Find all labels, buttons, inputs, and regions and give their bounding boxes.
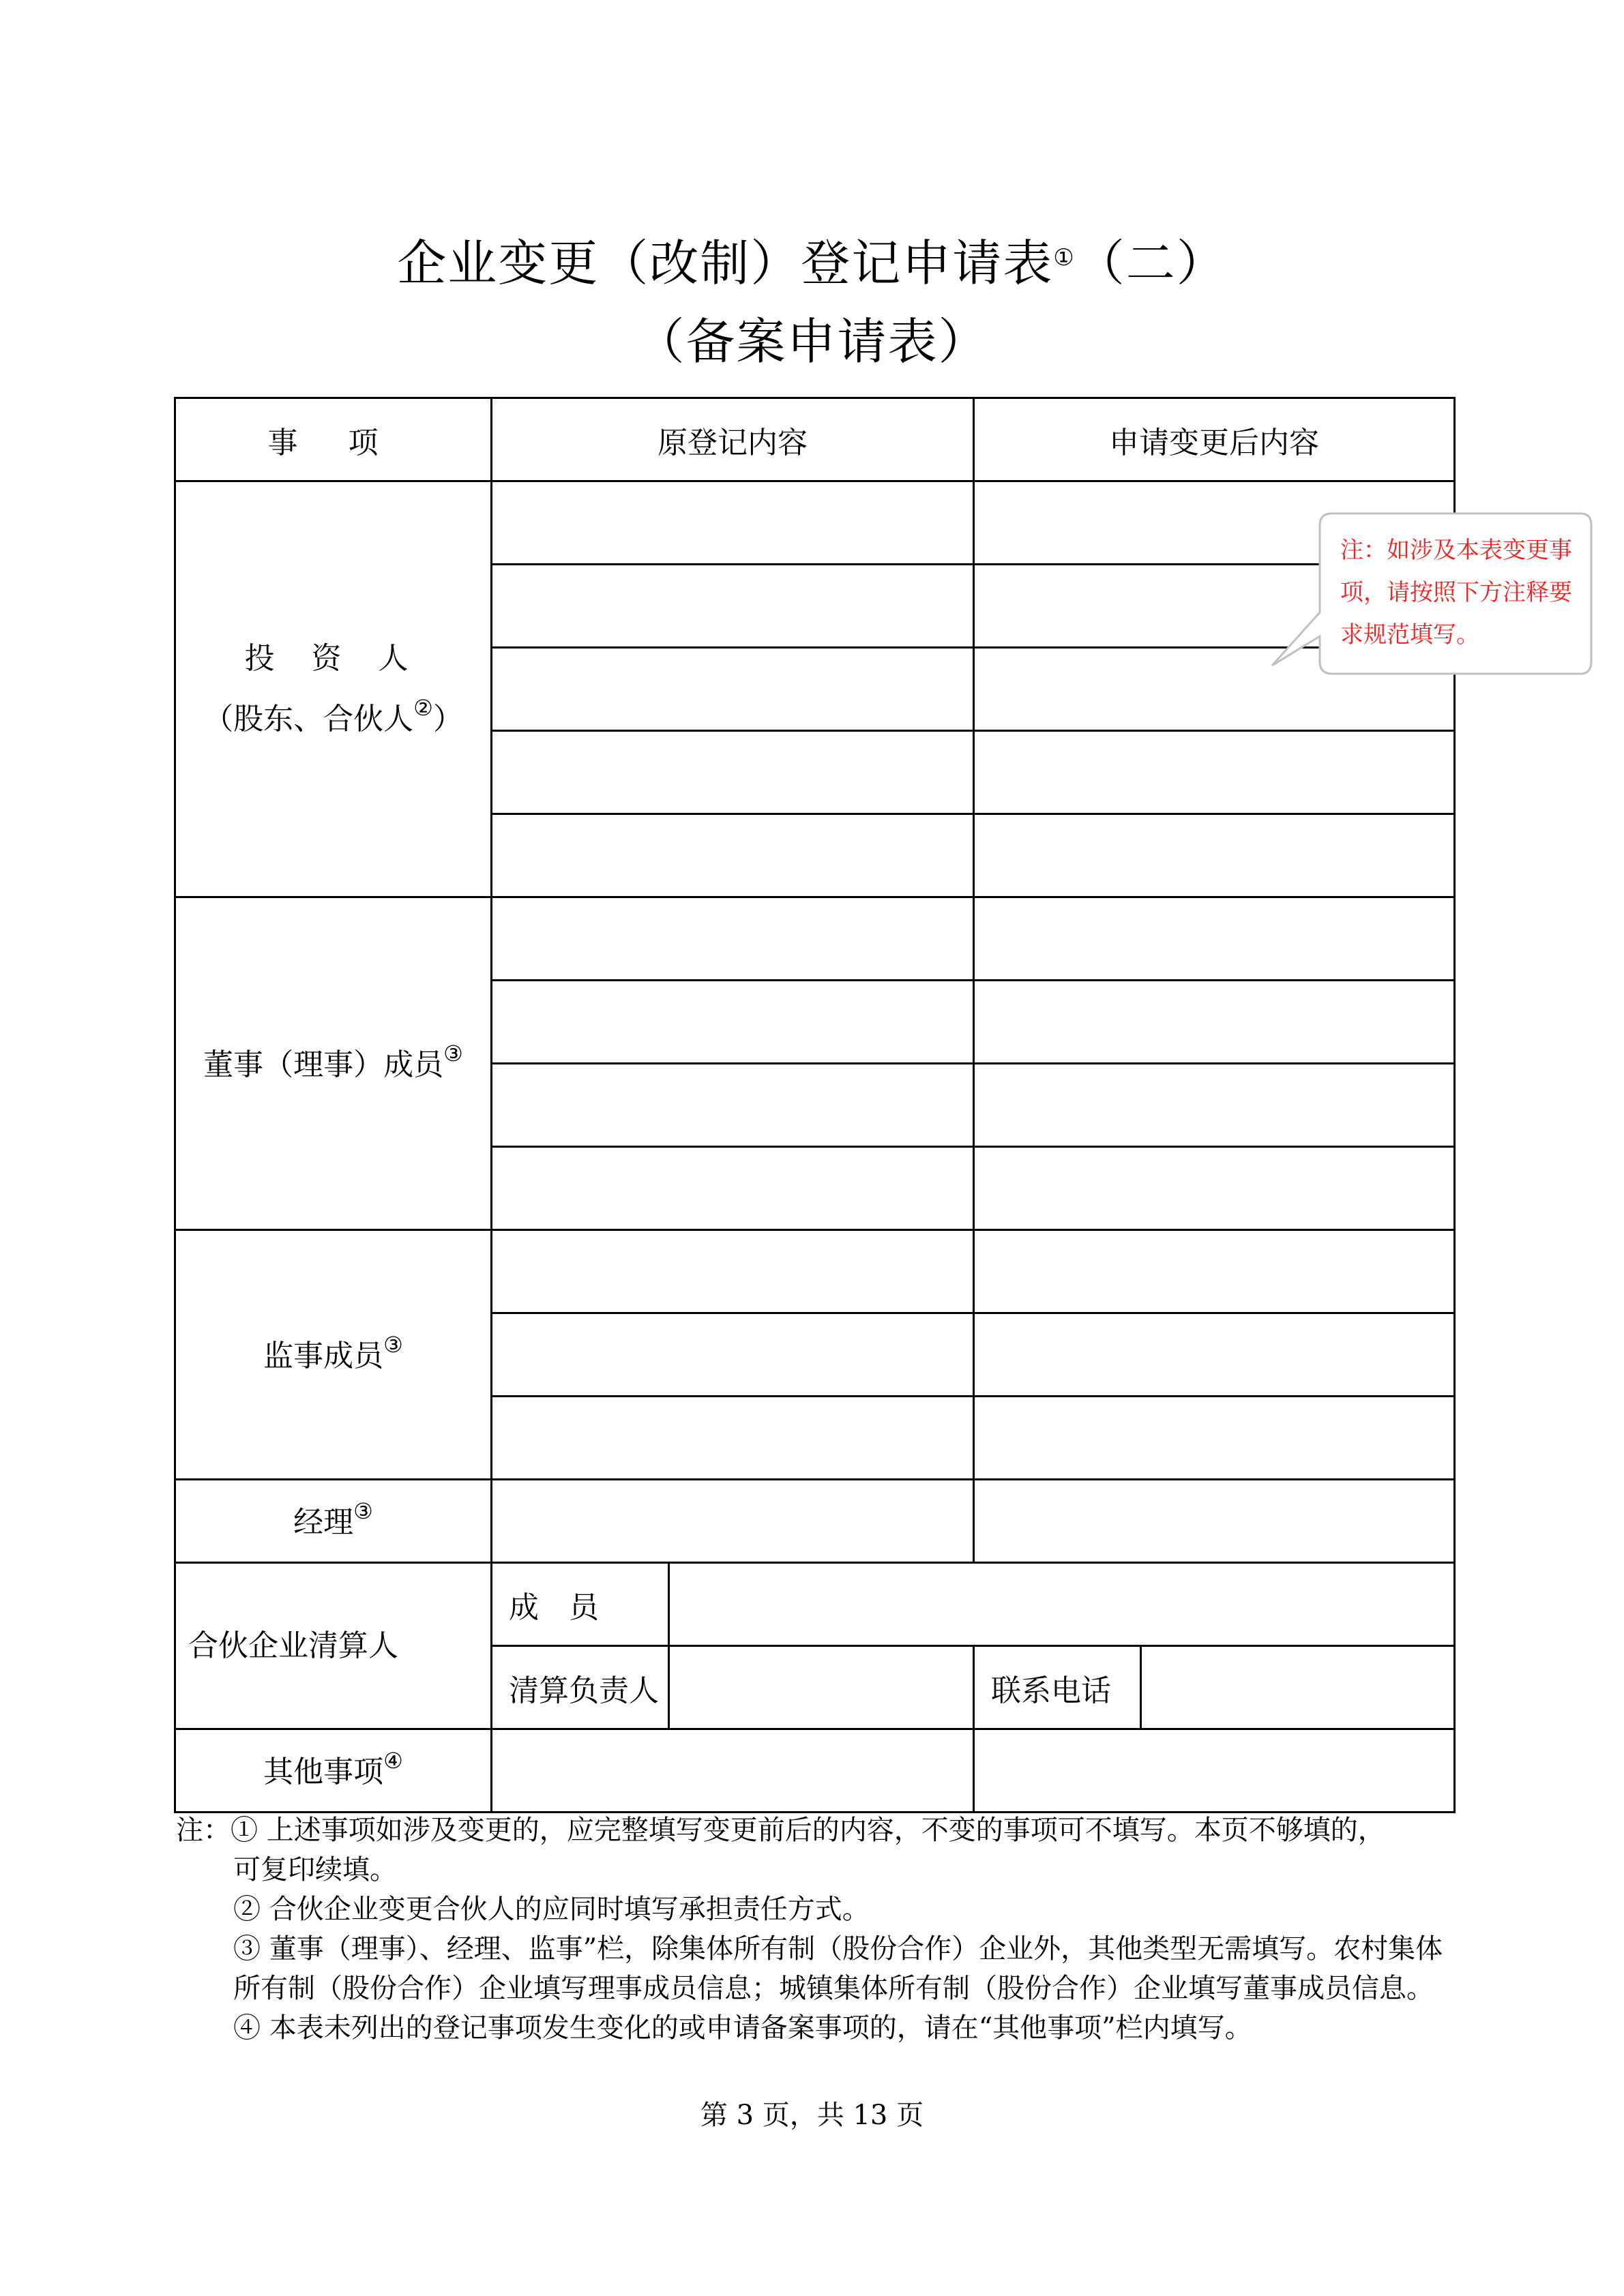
directors-label: 董事（理事）成员③ bbox=[175, 897, 492, 1230]
other-new-cell[interactable] bbox=[974, 1729, 1455, 1813]
investor-new-cell[interactable] bbox=[974, 731, 1455, 814]
note-3a: ③ 董事（理事）、经理、监事”栏，除集体所有制（股份合作）企业外，其他类型无需填写。农村集体 bbox=[233, 1933, 1443, 1965]
investor-label bbox=[175, 481, 492, 897]
investor-label-line2: （股东、合伙人②） bbox=[203, 695, 463, 736]
footnote-mark: ④ bbox=[383, 1748, 403, 1774]
supervisor-new-cell[interactable] bbox=[974, 1313, 1455, 1397]
liquidator-members-row bbox=[175, 1563, 1455, 1646]
investor-original-cell[interactable] bbox=[492, 814, 974, 897]
investor-original-cell[interactable] bbox=[492, 648, 974, 731]
supervisors-label: 监事成员③ bbox=[175, 1230, 492, 1480]
header-new: 申请变更后内容 bbox=[974, 398, 1455, 481]
director-new-cell[interactable] bbox=[974, 897, 1455, 981]
manager-new-cell[interactable] bbox=[974, 1480, 1455, 1563]
page-number: 第 3 页，共 13 页 bbox=[700, 2100, 924, 2131]
annotation-callout bbox=[1258, 510, 1593, 677]
liquidator-phone-label: 联系电话 bbox=[974, 1646, 1141, 1729]
note-3b: 所有制（股份合作）企业填写理事成员信息；城镇集体所有制（股份合作）企业填写董事成员信息。 bbox=[233, 1973, 1434, 2004]
liquidator-phone-cell[interactable] bbox=[1141, 1646, 1455, 1729]
footnote-mark: ② bbox=[413, 695, 433, 721]
director-original-cell[interactable] bbox=[492, 981, 974, 1064]
note-1a: 注：① 上述事项如涉及变更的，应完整填写变更前后的内容，不变的事项可不填写。本页不够填的， bbox=[176, 1815, 1385, 1846]
investor-original-cell[interactable] bbox=[492, 565, 974, 648]
liquidator-members-label: 成 员 bbox=[492, 1563, 669, 1646]
note-1b: 可复印续填。 bbox=[233, 1854, 397, 1885]
investor-label-line1: 投 资 人 bbox=[244, 641, 422, 676]
director-original-cell[interactable] bbox=[492, 1064, 974, 1147]
director-new-cell[interactable] bbox=[974, 1147, 1455, 1230]
investor-original-cell[interactable] bbox=[492, 731, 974, 814]
liquidator-members-cell[interactable] bbox=[669, 1563, 1455, 1646]
manager-label: 经理③ bbox=[175, 1480, 492, 1563]
investor-original-cell[interactable] bbox=[492, 481, 974, 565]
title-text: 企业变更（改制）登记申请表 bbox=[397, 235, 1054, 292]
callout-text: 注：如涉及本表变更事项，请按照下方注释要求规范填写。 bbox=[1340, 537, 1572, 648]
supervisor-original-cell[interactable] bbox=[492, 1397, 974, 1480]
supervisor-row bbox=[175, 1230, 1455, 1313]
form-subtitle: （备案申请表） bbox=[635, 313, 989, 370]
header-item: 事 项 bbox=[175, 398, 492, 481]
footnote-mark: ③ bbox=[353, 1498, 373, 1525]
other-row bbox=[175, 1729, 1455, 1813]
supervisor-original-cell[interactable] bbox=[492, 1230, 974, 1313]
footnote-mark: ③ bbox=[383, 1332, 403, 1358]
director-original-cell[interactable] bbox=[492, 1147, 974, 1230]
director-new-cell[interactable] bbox=[974, 981, 1455, 1064]
other-original-cell[interactable] bbox=[492, 1729, 974, 1813]
director-original-cell[interactable] bbox=[492, 897, 974, 981]
title-footnote-mark: ① bbox=[1053, 244, 1076, 271]
supervisor-new-cell[interactable] bbox=[974, 1230, 1455, 1313]
note-4: ④ 本表未列出的登记事项发生变化的或申请备案事项的，请在“其他事项”栏内填写。 bbox=[233, 2012, 1252, 2044]
liquidator-head-cell[interactable] bbox=[669, 1646, 974, 1729]
table-header-row bbox=[175, 398, 1455, 481]
form-title bbox=[0, 235, 1624, 292]
title-suffix: （二） bbox=[1075, 235, 1227, 292]
supervisor-new-cell[interactable] bbox=[974, 1397, 1455, 1480]
liquidator-label: 合伙企业清算人 bbox=[175, 1563, 492, 1729]
manager-row bbox=[175, 1480, 1455, 1563]
supervisor-original-cell[interactable] bbox=[492, 1313, 974, 1397]
header-original: 原登记内容 bbox=[492, 398, 974, 481]
liquidator-head-label: 清算负责人 bbox=[492, 1646, 669, 1729]
footnotes bbox=[176, 1810, 1458, 2048]
manager-original-cell[interactable] bbox=[492, 1480, 974, 1563]
note-2: ② 合伙企业变更合伙人的应同时填写承担责任方式。 bbox=[233, 1894, 870, 1925]
footnote-mark: ③ bbox=[443, 1041, 463, 1067]
director-new-cell[interactable] bbox=[974, 1064, 1455, 1147]
investor-new-cell[interactable] bbox=[974, 814, 1455, 897]
director-row bbox=[175, 897, 1455, 981]
other-label: 其他事项④ bbox=[175, 1729, 492, 1813]
